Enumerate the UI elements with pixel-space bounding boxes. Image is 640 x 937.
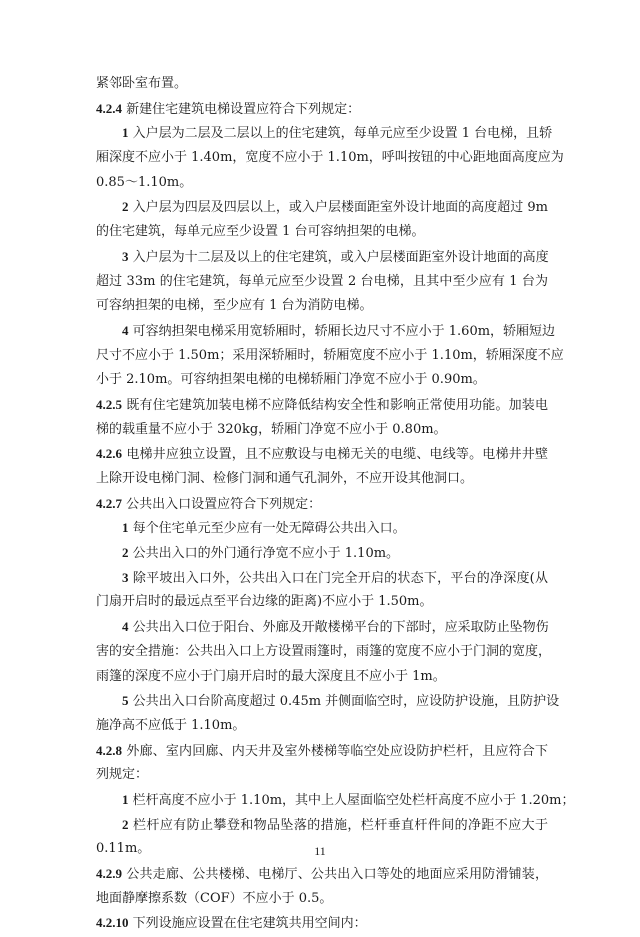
text-line bbox=[96, 590, 548, 615]
line-text: 公共走廊、公共楼梯、电梯厅、公共出入口等处的地面应采用防滑铺装， bbox=[122, 867, 548, 882]
item-line bbox=[96, 516, 548, 541]
clause-line bbox=[96, 911, 548, 936]
line-text: 尺寸不应小于 1.50m；采用深轿厢时，轿厢宽度不应小于 1.10m，轿厢深度不应 bbox=[96, 347, 564, 363]
item-number: 1 bbox=[122, 791, 129, 807]
line-text: 超过 33m 的住宅建筑，每单元应至少设置 2 台电梯，且其中至少应有 1 台为 bbox=[96, 273, 548, 289]
clause-number: 4.2.9 bbox=[96, 866, 122, 881]
text-line bbox=[96, 270, 548, 295]
line-text: 公共出入口设置应符合下列规定： bbox=[122, 496, 322, 512]
item-number: 3 bbox=[122, 569, 129, 585]
clause-line bbox=[96, 739, 548, 764]
item-line bbox=[96, 245, 548, 270]
line-text: 既有住宅建筑加装电梯不应降低结构安全性和影响正常使用功能。加装电 bbox=[122, 397, 548, 413]
clause-line bbox=[96, 442, 548, 467]
item-line bbox=[96, 813, 548, 838]
line-text: 栏杆高度不应小于 1.10m，其中上人屋面临空处栏杆高度不应小于 1.20m； bbox=[128, 792, 575, 808]
line-text: 雨篷的深度不应小于门扇开启时的最大深度且不应小于 1m。 bbox=[96, 668, 446, 684]
clause-line bbox=[96, 862, 548, 887]
clause-line bbox=[96, 97, 548, 122]
clause-number: 4.2.5 bbox=[96, 396, 122, 412]
clause-number: 4.2.6 bbox=[96, 446, 122, 462]
clause-number: 4.2.7 bbox=[96, 495, 122, 511]
line-text: 害的安全措施：公共出入口上方设置雨篷时，雨篷的宽度不应小于门洞的宽度， bbox=[96, 643, 552, 659]
line-text: 厢深度不应小于 1.40m，宽度不应小于 1.10m，呼叫按钮的中心距地面高度应为 bbox=[96, 150, 564, 166]
item-number: 5 bbox=[122, 693, 129, 709]
body-text bbox=[96, 72, 575, 936]
text-line bbox=[96, 146, 564, 171]
text-line bbox=[96, 763, 548, 788]
line-text: 可容纳担架的电梯，至少应有 1 台为消防电梯。 bbox=[96, 298, 373, 314]
item-number: 2 bbox=[122, 816, 129, 832]
line-text: 列规定： bbox=[96, 767, 149, 783]
text-line bbox=[96, 467, 548, 492]
clause-number: 4.2.10 bbox=[96, 915, 129, 931]
line-text: 栏杆应有防止攀登和物品坠落的措施，栏杆垂直杆件间的净距不应大于 bbox=[128, 817, 548, 833]
text-line bbox=[96, 418, 548, 443]
line-text: 可容纳担架电梯采用宽轿厢时，轿厢长边尺寸不应小于 1.60m，轿厢短边 bbox=[128, 323, 556, 339]
line-text: 的住宅建筑，每单元应至少设置 1 台可容纳担架的电梯。 bbox=[96, 224, 425, 240]
line-text: 新建住宅建筑电梯设置应符合下列规定： bbox=[122, 101, 361, 117]
text-line bbox=[96, 665, 548, 690]
line-text: 地面静摩擦系数（COF）不应小于 0.5。 bbox=[96, 890, 333, 906]
line-text: 入户层为二层及二层以上的住宅建筑，每单元应至少设置 1 台电梯，且轿 bbox=[128, 126, 553, 142]
line-text: 0.85～1.10m。 bbox=[96, 174, 193, 190]
item-line bbox=[96, 319, 556, 344]
item-number: 4 bbox=[122, 619, 129, 635]
line-text: 入户层为十二层及以上的住宅建筑，或入户层楼面距室外设计地面的高度 bbox=[128, 249, 549, 265]
line-text: 公共出入口的外门通行净宽不应小于 1.10m。 bbox=[128, 546, 400, 562]
clause-number: 4.2.8 bbox=[96, 742, 122, 758]
line-text: 紧邻卧室布置。 bbox=[96, 76, 188, 91]
line-text: 上除开设电梯门洞、检修门洞和通气孔洞外，不应开设其他洞口。 bbox=[96, 471, 474, 486]
item-line bbox=[96, 195, 548, 220]
item-number: 2 bbox=[122, 545, 129, 561]
line-text: 下列设施应设置在住宅建筑共用空间内： bbox=[128, 916, 367, 932]
item-line bbox=[96, 689, 560, 714]
item-number: 4 bbox=[122, 322, 129, 338]
item-number: 1 bbox=[122, 125, 129, 141]
text-line bbox=[96, 714, 548, 739]
item-number: 1 bbox=[122, 520, 129, 536]
item-number: 2 bbox=[122, 199, 129, 215]
line-text: 0.11m。 bbox=[96, 841, 151, 857]
line-text: 每个住宅单元至少应有一处无障碍公共出入口。 bbox=[128, 521, 406, 537]
line-text: 公共出入口台阶高度超过 0.45m 并侧面临空时，应设防护设施，且防护设 bbox=[128, 694, 560, 710]
item-number: 3 bbox=[122, 248, 129, 264]
text-line bbox=[96, 294, 548, 319]
clause-line bbox=[96, 393, 548, 418]
text-line bbox=[96, 220, 548, 245]
item-line bbox=[96, 788, 575, 813]
clause-line bbox=[96, 492, 548, 517]
item-line bbox=[96, 121, 553, 146]
item-line bbox=[96, 566, 548, 591]
text-line bbox=[96, 72, 548, 97]
item-line bbox=[96, 615, 548, 640]
page-number: 11 bbox=[314, 844, 326, 858]
text-line bbox=[96, 368, 548, 393]
line-text: 梯的载重量不应小于 320kg，轿厢门净宽不应小于 0.80m。 bbox=[96, 421, 447, 437]
clause-number: 4.2.4 bbox=[96, 100, 122, 116]
line-text: 公共出入口位于阳台、外廊及开敞楼梯平台的下部时，应采取防止坠物伤 bbox=[128, 620, 549, 636]
item-line bbox=[96, 541, 548, 566]
line-text: 除平坡出入口外，公共出入口在门完全开启的状态下，平台的净深度(从 bbox=[128, 570, 548, 586]
text-line bbox=[96, 171, 548, 196]
text-line bbox=[96, 344, 564, 369]
line-text: 入户层为四层及四层以上，或入户层楼面距室外设计地面的高度超过 9m bbox=[128, 200, 548, 216]
line-text: 电梯井应独立设置，且不应敷设与电梯无关的电缆、电线等。电梯井井壁 bbox=[122, 447, 548, 463]
line-text: 门扇开启时的最远点至平台边缘的距离)不应小于 1.50m。 bbox=[96, 594, 433, 610]
line-text: 小于 2.10m。可容纳担架电梯的电梯轿厢门净宽不应小于 0.90m。 bbox=[96, 372, 486, 388]
line-text: 施净高不应低于 1.10m。 bbox=[96, 717, 246, 733]
line-text: 外廊、室内回廊、内天井及室外楼梯等临空处应设防护栏杆，且应符合下 bbox=[122, 743, 548, 759]
text-line bbox=[96, 887, 548, 912]
text-line bbox=[96, 640, 552, 665]
